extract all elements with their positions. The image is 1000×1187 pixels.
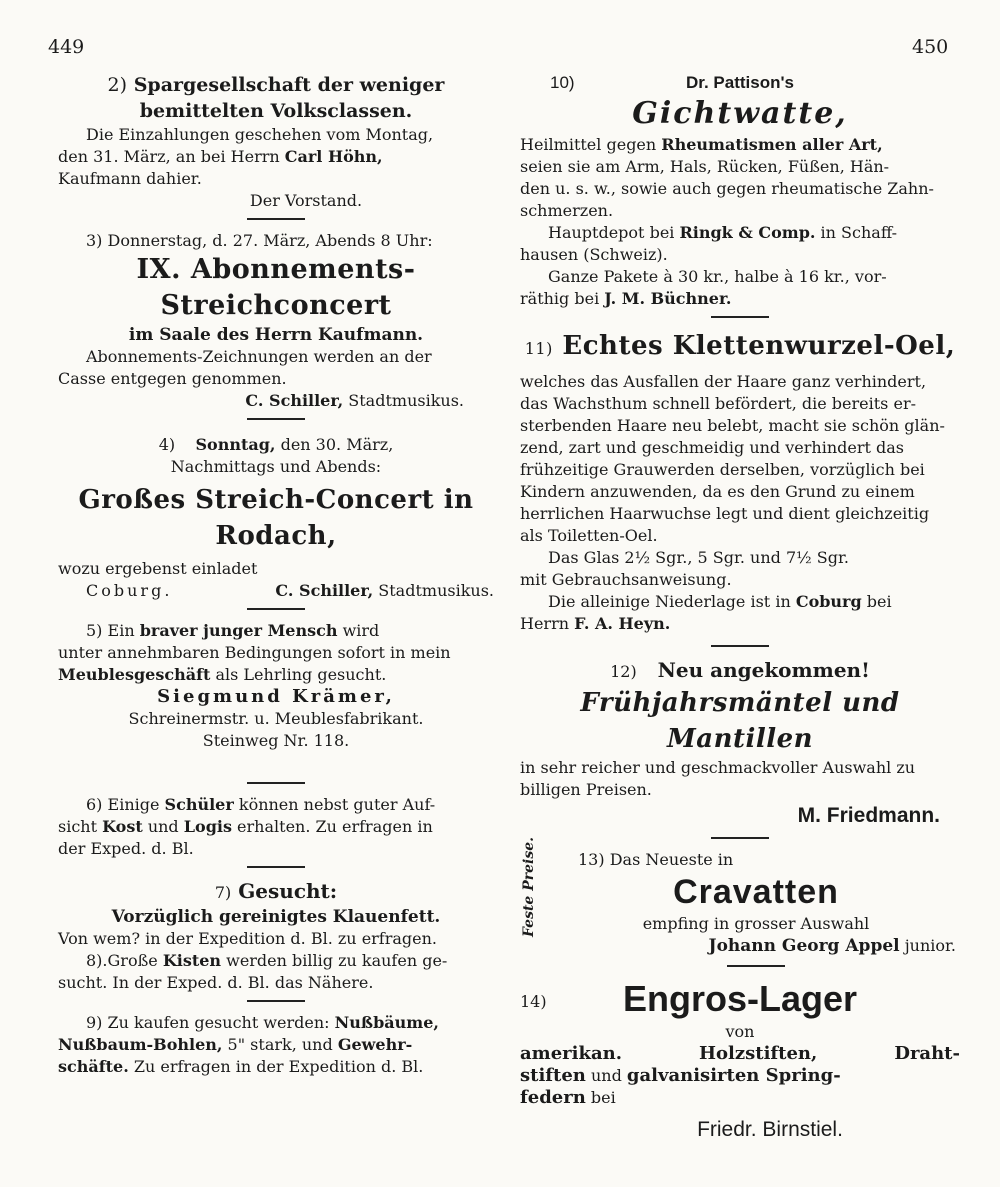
ad-8-text-1: 8).Große Kisten werden billig zu kaufen ge-	[86, 951, 448, 970]
ad-10-text-3: den u. s. w., sowie auch gegen rheumatische Zahn-	[520, 179, 934, 198]
left-page-number: 449	[48, 36, 85, 58]
ad-11-text-3: sterbenden Haare neu belebt, macht sie schön glän-	[520, 416, 945, 435]
ad-5-text-3: Meublesgeschäft als Lehrling gesucht.	[58, 665, 387, 684]
ad-11-seller: Herrn F. A. Heyn.	[520, 614, 671, 633]
ad-4-text: wozu ergebenst einladet	[58, 559, 258, 578]
ad-2-signature: Der Vorstand.	[249, 191, 363, 210]
ad-2-text: Die Einzahlungen geschehen vom Montag,	[86, 125, 434, 144]
ad-10-text-4: schmerzen.	[520, 201, 614, 220]
ad-4-time: Nachmittags und Abends:	[170, 457, 382, 476]
ad-4-concert-rodach	[58, 434, 494, 610]
ad-10-text-6: hausen (Schweiz).	[520, 245, 668, 264]
ad-13-cravats	[520, 836, 960, 967]
ad-2-title-line2: bemittelten Volksclassen.	[139, 100, 413, 122]
ad-11-text-2: das Wachsthum schnell befördert, die bereits er-	[520, 394, 916, 413]
ad-9-text-3: schäfte. Zu erfragen in der Expedition d. Bl.	[58, 1057, 424, 1076]
ad-14-title: 14) Engros-Lager	[520, 978, 858, 1019]
separator	[711, 837, 769, 839]
ad-9-text-2: Nußbaum-Bohlen, 5" stark, und Gewehr-	[58, 1035, 413, 1054]
ad-5-text-2: unter annehmbaren Bedingungen sofort in mein	[58, 643, 451, 662]
ad-10-text-1: Heilmittel gegen Rheumatismen aller Art,	[520, 135, 883, 154]
ad-2-savings-society	[58, 72, 494, 220]
ad-13-signature: Johann Georg Appel junior.	[708, 936, 956, 956]
separator	[247, 218, 305, 220]
separator	[727, 965, 785, 967]
ad-3-text: Abonnements-Zeichnungen werden an der	[86, 347, 432, 366]
ad-10-text-2: seien sie am Arm, Hals, Rücken, Füßen, Hän-	[520, 157, 890, 176]
ad-5-text-1: 5) Ein braver junger Mensch wird	[86, 621, 380, 640]
ad-7-text: Von wem? in der Expedition d. Bl. zu erfragen.	[58, 929, 438, 948]
ad-4-title: Großes Streich-Concert in Rodach,	[78, 485, 474, 551]
ad-3-text-2: Casse entgegen genommen.	[58, 369, 287, 388]
ad-11-title: 11) Echtes Klettenwurzel-Oel,	[524, 331, 956, 361]
ad-6-text-3: der Exped. d. Bl.	[58, 839, 194, 858]
ad-3-signature: C. Schiller, Stadtmusikus.	[245, 391, 464, 410]
ad-2-text-3: Kaufmann dahier.	[58, 169, 202, 188]
ad-5-name: Siegmund Krämer,	[157, 686, 395, 707]
ad-14-von: von	[725, 1022, 755, 1041]
left-column	[58, 72, 494, 1078]
separator	[247, 608, 305, 610]
ad-7-product: Vorzüglich gereinigtes Klauenfett.	[111, 907, 441, 927]
ad-3-date: 3) Donnerstag, d. 27. März, Abends 8 Uhr:	[86, 231, 433, 250]
ad-10-brand: 10) Dr. Pattison's	[550, 73, 794, 92]
ad-9-text-1: 9) Zu kaufen gesucht werden: Nußbäume,	[86, 1013, 439, 1032]
ad-11-prices: Das Glas 2½ Sgr., 5 Sgr. und 7½ Sgr.	[548, 548, 849, 567]
separator	[711, 316, 769, 318]
right-column	[520, 72, 960, 1141]
ad-2-title: 2) Spargesellschaft der weniger	[107, 74, 445, 96]
ad-5-apprentice	[58, 620, 494, 784]
separator	[247, 866, 305, 868]
ad-10-title: Gichtwatte,	[632, 96, 848, 131]
ad-11-text-6: Kindern anzuwenden, da es den Grund zu einem	[520, 482, 915, 501]
ad-14-wholesale	[520, 977, 960, 1141]
ad-6-text-1: 6) Einige Schüler können nebst guter Auf-	[86, 795, 436, 814]
ad-14-signature: Friedr. Birnstiel.	[697, 1118, 843, 1141]
ad-13-side-label: Feste Preise.	[521, 836, 537, 937]
ad-11-text-1: welches das Ausfallen der Haare ganz verhindert,	[520, 372, 927, 391]
ad-7-title: 7) Gesucht:	[214, 879, 338, 903]
ad-12-signature: M. Friedmann.	[797, 804, 940, 827]
ad-10-depot: Hauptdepot bei Ringk & Comp. in Schaff-	[548, 223, 898, 242]
right-page-number: 450	[912, 36, 949, 58]
ad-10-seller: räthig bei J. M. Büchner.	[520, 289, 732, 308]
ad-4-date: 4) Sonntag, den 30. März,	[158, 435, 394, 454]
ad-12-title-2: Frühjahrsmäntel und Mantillen	[580, 688, 900, 754]
ad-11-text-5: frühzeitige Grauwerden derselben, vorzüglich bei	[520, 460, 925, 479]
ad-11-burdock-oil	[520, 328, 960, 647]
ad-10-prices: Ganze Pakete à 30 kr., halbe à 16 kr., vor-	[548, 267, 887, 286]
ad-13-text: empfing in grosser Auswahl	[642, 914, 870, 933]
ad-12-text-1: in sehr reicher und geschmackvoller Auswahl zu	[520, 758, 916, 777]
separator	[711, 645, 769, 647]
ad-11-outlet: Die alleinige Niederlage ist in Coburg bei	[548, 592, 892, 611]
ad-5-role: Schreinermstr. u. Meublesfabrikant.	[128, 709, 424, 728]
ad-6-students	[58, 794, 494, 868]
ad-12-coats	[520, 657, 960, 839]
ad-5-address: Steinweg Nr. 118.	[202, 731, 350, 750]
ad-10-gout-remedy	[520, 72, 960, 318]
ad-3-concert	[58, 230, 494, 420]
ad-14-text-2: stiften und galvanisirten Spring-	[520, 1065, 841, 1086]
ad-11-text-10: mit Gebrauchsanweisung.	[520, 570, 732, 589]
ad-13-title: Cravatten	[673, 873, 839, 911]
ad-3-title: IX. Abonnements-Streichconcert	[136, 254, 416, 321]
ad-14-text-1: amerikan. Holzstiften, Draht-	[520, 1043, 960, 1064]
ad-8-text-2: sucht. In der Exped. d. Bl. das Nähere.	[58, 973, 374, 992]
ad-4-signature: Coburg. C. Schiller, Stadtmusikus.	[86, 581, 494, 600]
ad-11-text-7: herrlichen Haarwuchse legt und dient gleichzeitig	[520, 504, 930, 523]
ad-12-text-2: billigen Preisen.	[520, 780, 652, 799]
ad-6-text-2: sicht Kost und Logis erhalten. Zu erfragen in	[58, 817, 433, 836]
ad-7-wanted	[58, 878, 494, 950]
ad-12-title-1: 12) Neu angekommen!	[610, 658, 870, 682]
ad-13-intro: 13) Das Neueste in	[578, 850, 734, 869]
ad-3-subtitle: im Saale des Herrn Kaufmann.	[128, 325, 424, 345]
ad-11-text-4: zend, zart und geschmeidig und verhindert das	[520, 438, 905, 457]
separator	[247, 1000, 305, 1002]
separator	[247, 782, 305, 784]
ad-14-text-3: federn bei	[520, 1087, 616, 1108]
ad-2-text-2: den 31. März, an bei Herrn Carl Höhn,	[58, 147, 383, 166]
ad-9-walnut	[58, 1012, 494, 1078]
separator	[247, 418, 305, 420]
ad-11-text-8: als Toiletten-Oel.	[520, 526, 658, 545]
ad-8-boxes	[58, 950, 494, 1002]
